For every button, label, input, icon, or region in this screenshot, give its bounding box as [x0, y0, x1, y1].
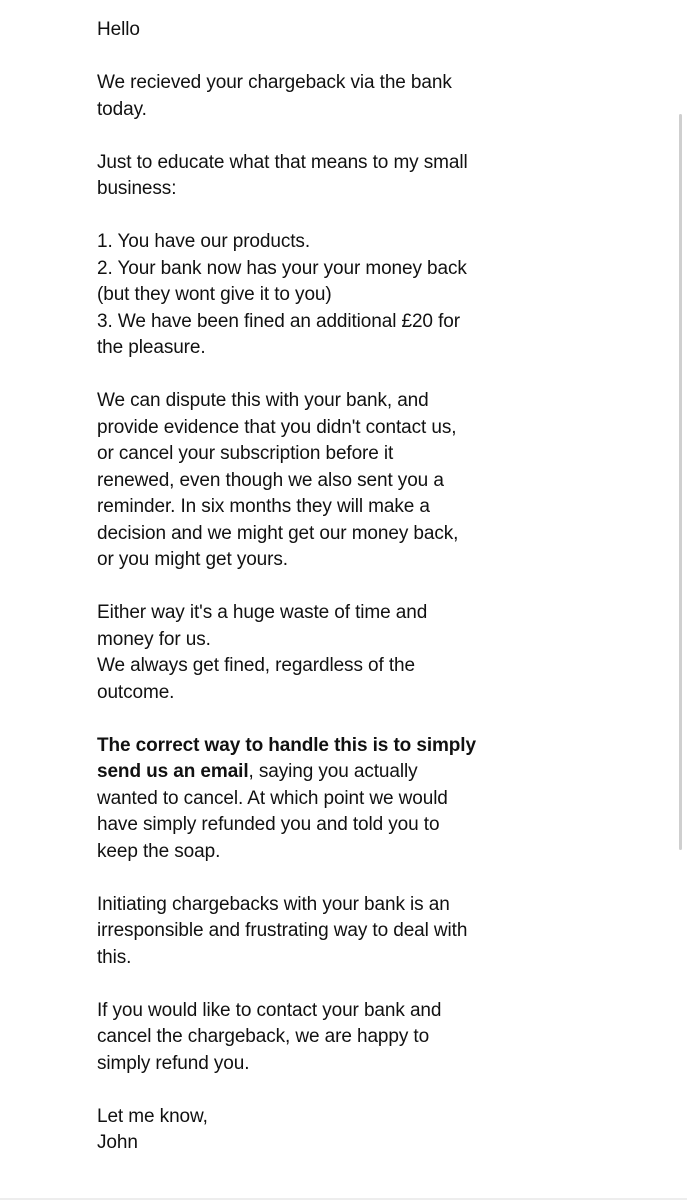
text-line: If you would like to contact your bank and	[97, 999, 442, 1021]
text-line: money for us.	[97, 628, 211, 650]
greeting-line: Hello	[97, 19, 140, 40]
text-line	[97, 733, 497, 760]
text-line: Just to educate what that means to my small	[97, 151, 468, 173]
bold-text: The correct way to handle this is to simply	[97, 734, 476, 756]
text-line: renewed, even though we also sent you a	[97, 469, 444, 491]
text-line: reminder. In six months they will make a	[97, 496, 430, 517]
paragraph-educate	[97, 150, 497, 203]
text-line: simply refund you.	[97, 1052, 250, 1074]
text-line: have simply refunded you and told you to	[97, 814, 440, 835]
signoff-block	[97, 1104, 497, 1157]
text-line: outcome.	[97, 681, 175, 703]
paragraph-cancel-chargeback	[97, 998, 497, 1078]
text-line: We can dispute this with your bank, and	[97, 390, 429, 411]
text-line: or cancel your subscription before it	[97, 443, 394, 464]
signature: John	[97, 1132, 138, 1153]
paragraph-correct-way	[97, 733, 497, 866]
text-line	[97, 759, 497, 786]
text-line: cancel the chargeback, we are happy to	[97, 1026, 430, 1047]
text-line: We recieved your chargeback via the bank	[97, 72, 452, 93]
text-line: or you might get yours.	[97, 549, 288, 570]
text-line: Either way it's a huge waste of time and	[97, 602, 428, 623]
paragraph-initiating-chargebacks	[97, 892, 497, 972]
email-body	[97, 17, 497, 1183]
list-item-continued: the pleasure.	[97, 337, 206, 358]
text-line: Initiating chargebacks with your bank is an	[97, 893, 450, 915]
scrollbar[interactable]	[679, 114, 682, 850]
text-line: keep the soap.	[97, 840, 221, 862]
paragraph-chargeback-received	[97, 70, 497, 123]
text-line: irresponsible and frustrating way to deal with	[97, 920, 468, 941]
bold-text: send us an email	[97, 761, 249, 782]
greeting	[97, 17, 497, 44]
numbered-list	[97, 229, 497, 362]
paragraph-waste-of-time	[97, 600, 497, 706]
text-run: , saying you actually	[248, 761, 418, 782]
text-line: We always get fined, regardless of the	[97, 655, 415, 676]
list-item: 3. We have been fined an additional £20 for	[97, 310, 460, 332]
paragraph-dispute	[97, 388, 497, 574]
text-line: today.	[97, 98, 147, 120]
text-line: decision and we might get our money back,	[97, 522, 459, 544]
list-item: 2. Your bank now has your your money back	[97, 257, 467, 279]
text-line: wanted to cancel. At which point we would	[97, 787, 448, 809]
text-line: business:	[97, 178, 177, 199]
list-item: 1. You have our products.	[97, 231, 310, 252]
text-line: this.	[97, 946, 132, 968]
list-item-continued: (but they wont give it to you)	[97, 284, 332, 305]
text-line: provide evidence that you didn't contact us,	[97, 416, 457, 438]
signoff: Let me know,	[97, 1105, 208, 1127]
